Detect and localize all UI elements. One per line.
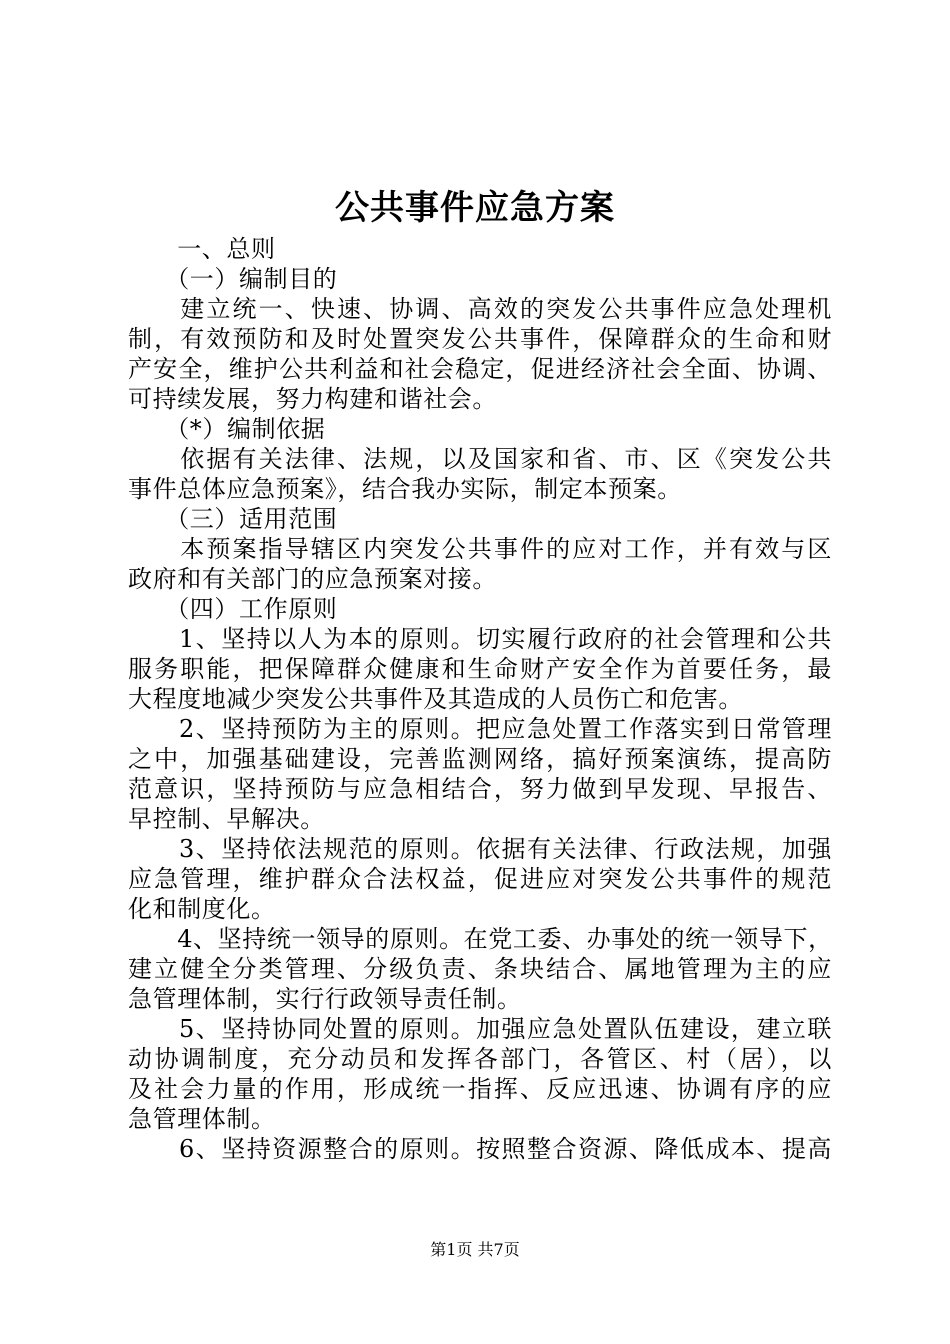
paragraph-line: 建立统一、快速、协调、高效的突发公共事件应急处理机 (128, 295, 832, 323)
paragraph-line: 动协调制度，充分动员和发挥各部门，各管区、村（居），以 (128, 1045, 832, 1073)
paragraph-line: 急管理体制，实行行政领导责任制。 (128, 985, 522, 1013)
paragraph-line: 建立健全分类管理、分级负责、条块结合、属地管理为主的应 (128, 955, 832, 983)
paragraph-line: 制，有效预防和及时处置突发公共事件，保障群众的生命和财 (128, 325, 832, 353)
paragraph-line: 依据有关法律、法规，以及国家和省、市、区《突发公共 (128, 445, 832, 473)
paragraph-line: 及社会力量的作用，形成统一指挥、反应迅速、协调有序的应 (128, 1075, 832, 1103)
paragraph-line: 政府和有关部门的应急预案对接。 (128, 565, 497, 593)
paragraph-line: 本预案指导辖区内突发公共事件的应对工作，并有效与区 (128, 535, 832, 563)
document-body (128, 234, 832, 1164)
paragraph-line: 可持续发展，努力构建和谐社会。 (128, 385, 497, 413)
paragraph-line: 化和制度化。 (128, 895, 276, 923)
paragraph-line: 之中，加强基础建设，完善监测网络，搞好预案演练，提高防 (128, 745, 832, 773)
paragraph-line: 3、坚持依法规范的原则。依据有关法律、行政法规，加强 (128, 835, 832, 863)
paragraph-line: 4、坚持统一领导的原则。在党工委、办事处的统一领导下， (128, 925, 833, 953)
subsection-heading: （一）编制目的 (128, 265, 338, 293)
section-heading: 一、总则 (128, 235, 276, 263)
paragraph-line: 2、坚持预防为主的原则。把应急处置工作落实到日常管理 (128, 715, 832, 743)
paragraph-line: 6、坚持资源整合的原则。按照整合资源、降低成本、提高 (128, 1135, 832, 1163)
paragraph-line: 急管理体制。 (128, 1105, 276, 1133)
paragraph-line: 范意识，坚持预防与应急相结合，努力做到早发现、早报告、 (128, 775, 832, 803)
paragraph-line: 5、坚持协同处置的原则。加强应急处置队伍建设，建立联 (128, 1015, 832, 1043)
paragraph-line: 1、坚持以人为本的原则。切实履行政府的社会管理和公共 (128, 625, 832, 653)
subsection-heading: （三）适用范围 (128, 505, 338, 533)
subsection-heading: （*）编制依据 (128, 415, 326, 443)
paragraph-line: 产安全，维护公共利益和社会稳定，促进经济社会全面、协调、 (128, 355, 832, 383)
page-number-footer: 第1页 共7页 (430, 1240, 520, 1259)
paragraph-line: 服务职能，把保障群众健康和生命财产安全作为首要任务，最 (128, 655, 832, 683)
paragraph-line: 大程度地减少突发公共事件及其造成的人员伤亡和危害。 (128, 685, 743, 713)
paragraph-line: 应急管理，维护群众合法权益，促进应对突发公共事件的规范 (128, 865, 832, 893)
document-title: 公共事件应急方案 (335, 188, 615, 228)
paragraph-line: 早控制、早解决。 (128, 805, 325, 833)
subsection-heading: （四）工作原则 (128, 595, 338, 623)
paragraph-line: 事件总体应急预案》，结合我办实际，制定本预案。 (128, 475, 682, 503)
